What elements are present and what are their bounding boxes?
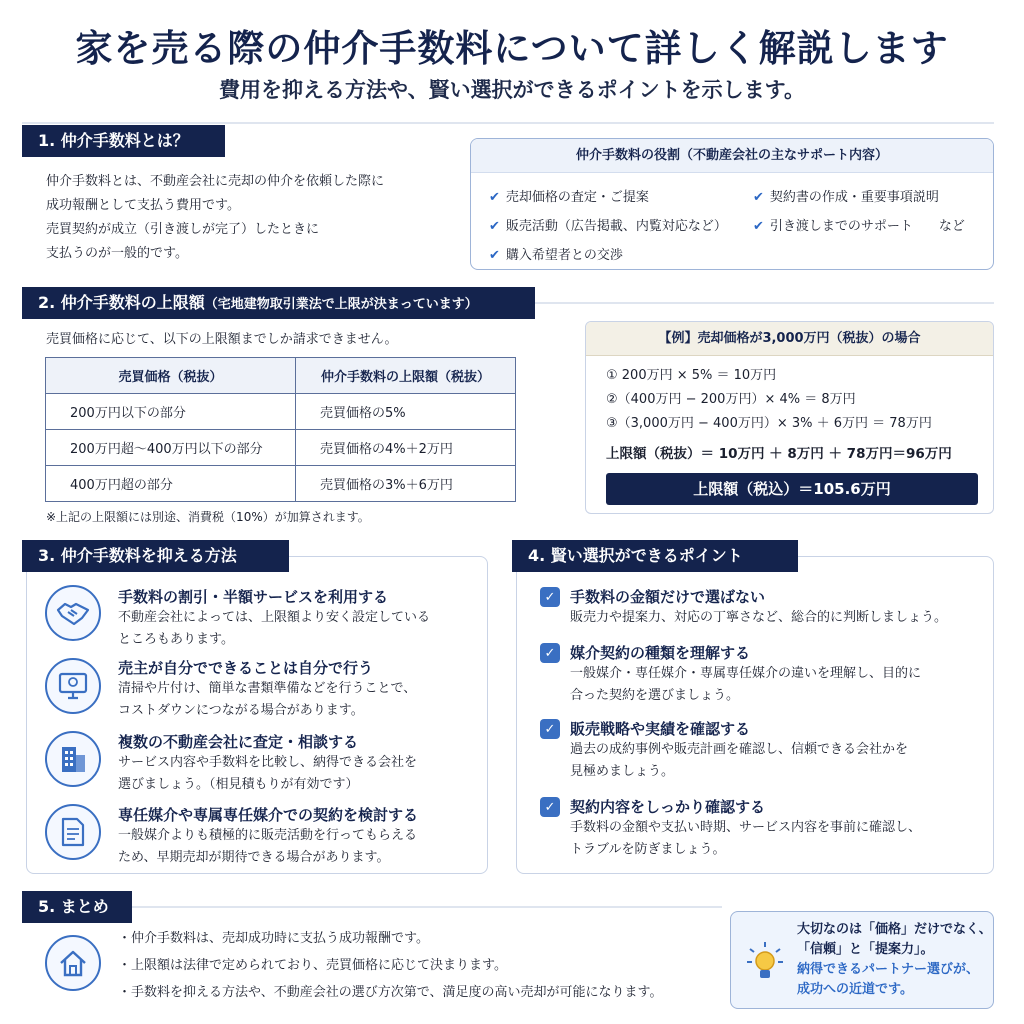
check-icon: ✔ — [489, 219, 500, 234]
point-item — [570, 718, 985, 783]
calc-line: ②（400万円 − 200万円）× 4% ＝ 8万円 — [606, 392, 856, 407]
table-cell: 売買価格の5% — [296, 394, 516, 430]
role-item — [489, 212, 727, 241]
section-4-heading: 4. 賢い選択ができるポイント — [512, 540, 798, 572]
section-1-line: 成功報酬として支払う費用です。 — [46, 198, 240, 213]
house-icon — [45, 935, 101, 991]
handshake-icon — [45, 585, 101, 641]
checkbox-icon: ✓ — [540, 643, 560, 663]
section-1-line: 仲介手数料とは、不動産会社に売却の仲介を依頼した際に — [46, 174, 385, 189]
role-item-label: 販売活動（広告掲載、内覧対応など） — [505, 219, 727, 234]
divider — [22, 122, 994, 124]
section-2-heading-note: （宅地建物取引業法で上限が決まっています） — [204, 297, 478, 312]
section-3-heading: 3. 仲介手数料を抑える方法 — [22, 540, 289, 572]
example-subtotal: 上限額（税抜）＝ 10万円 ＋ 8万円 ＋ 78万円＝96万円 — [606, 446, 952, 462]
method-text — [118, 804, 483, 869]
section-1-line: 支払うのが一般的です。 — [46, 246, 188, 261]
lightbulb-icon — [745, 940, 785, 988]
point-desc: 販売力や提案力、対応の丁寧さなど、総合的に判断しましょう。 — [570, 610, 948, 625]
role-list-right — [753, 183, 965, 241]
check-icon: ✔ — [489, 248, 500, 263]
page-subtitle: 費用を抑える方法や、賢い選択ができるポイントを示します。 — [219, 78, 805, 102]
table-header: 売買価格（税抜） — [46, 358, 296, 394]
role-item-label: 契約書の作成・重要事項説明 — [769, 190, 939, 205]
building-icon — [45, 731, 101, 787]
role-box — [470, 138, 994, 270]
point-desc: 合った契約を選びましょう。 — [570, 688, 740, 703]
section-2-heading-text: 2. 仲介手数料の上限額 — [38, 293, 205, 312]
point-item — [570, 796, 990, 861]
checkbox-icon: ✓ — [540, 587, 560, 607]
point-title: 契約内容をしっかり確認する — [570, 798, 766, 816]
summary-icon-wrap — [45, 935, 101, 991]
divider — [132, 906, 722, 908]
method-desc: ため、早期売却が期待できる場合があります。 — [118, 850, 390, 865]
method-item — [45, 658, 101, 714]
example-box — [585, 321, 994, 514]
point-item — [570, 586, 985, 629]
table-header: 仲介手数料の上限額（税抜） — [296, 358, 516, 394]
role-box-title: 仲介手数料の役割（不動産会社の主なサポート内容） — [471, 139, 993, 173]
example-title: 【例】売却価格が3,000万円（税抜）の場合 — [586, 322, 993, 356]
point-desc: トラブルを防ぎましょう。 — [570, 842, 726, 857]
callout-line: 大切なのは「価格」だけでなく、 — [797, 922, 992, 937]
section-2-heading — [22, 287, 535, 319]
callout-line: 成功への近道です。 — [797, 982, 913, 997]
section-5-heading: 5. まとめ — [22, 891, 132, 923]
summary-callout-text — [797, 920, 992, 1000]
point-desc: 見極めましょう。 — [570, 764, 675, 779]
method-text — [118, 731, 478, 796]
role-item — [753, 212, 965, 241]
page-title: 家を売る際の仲介手数料について詳しく解説します — [75, 27, 949, 70]
method-title: 手数料の割引・半額サービスを利用する — [118, 588, 389, 606]
method-desc: 不動産会社によっては、上限額より安く設定している — [118, 610, 431, 625]
tax-note: ※上記の上限額には別途、消費税（10%）が加算されます。 — [46, 510, 370, 524]
divider — [535, 302, 994, 304]
method-desc: ところもあります。 — [118, 632, 234, 647]
summary-list — [118, 925, 662, 1006]
table-cell: 売買価格の3%＋6万円 — [296, 466, 516, 502]
method-text — [118, 657, 478, 722]
table-cell: 200万円超〜400万円以下の部分 — [46, 430, 296, 466]
role-item — [753, 183, 965, 212]
method-desc: 清掃や片付け、簡単な書類準備などを行うことで、 — [118, 681, 417, 696]
checkbox-icon: ✓ — [540, 797, 560, 817]
table-row — [46, 466, 516, 502]
point-desc: 一般媒介・専任媒介・専属専任媒介の違いを理解し、目的に — [570, 666, 922, 681]
role-item — [489, 183, 727, 212]
section-1-line: 売買契約が成立（引き渡しが完了）したときに — [46, 222, 320, 237]
check-icon: ✔ — [753, 190, 764, 205]
method-title: 専任媒介や専属専任媒介での契約を検討する — [118, 806, 419, 824]
summary-bullet: ・手数料を抑える方法や、不動産会社の選び方次第で、満足度の高い売却が可能になります。 — [118, 985, 663, 1000]
example-total: 上限額（税込）＝105.6万円 — [606, 473, 978, 505]
role-item-label: 購入希望者との交渉 — [505, 248, 623, 263]
method-title: 売主が自分でできることは自分で行う — [118, 659, 374, 677]
point-title: 販売戦略や実績を確認する — [570, 720, 751, 738]
table-header-row — [46, 358, 516, 394]
method-item — [45, 585, 101, 641]
check-icon: ✔ — [753, 219, 764, 234]
table-cell: 200万円以下の部分 — [46, 394, 296, 430]
document-icon — [45, 804, 101, 860]
role-item-label: 引き渡しまでのサポート など — [769, 219, 965, 234]
method-item — [45, 804, 101, 860]
point-title: 媒介契約の種類を理解する — [570, 644, 751, 662]
method-text — [118, 586, 478, 651]
summary-bullet: ・上限額は法律で定められており、売買価格に応じて決まります。 — [118, 958, 507, 973]
role-item — [489, 241, 727, 270]
check-icon: ✔ — [489, 190, 500, 205]
method-desc: 選びましょう。（相見積もりが有効です） — [118, 777, 359, 792]
point-title: 手数料の金額だけで選ばない — [570, 588, 766, 606]
example-calc — [606, 364, 932, 436]
method-desc: 一般媒介よりも積極的に販売活動を行ってもらえる — [118, 828, 418, 843]
table-row — [46, 394, 516, 430]
summary-callout — [730, 911, 994, 1009]
point-item — [570, 642, 985, 707]
method-title: 複数の不動産会社に査定・相談する — [118, 733, 359, 751]
method-desc: コストダウンにつながる場合があります。 — [118, 703, 364, 718]
calc-line: ① 200万円 × 5% ＝ 10万円 — [606, 368, 777, 383]
method-desc: サービス内容や手数料を比較し、納得できる会社を — [118, 755, 418, 770]
role-list-left — [489, 183, 727, 270]
checkbox-icon: ✓ — [540, 719, 560, 739]
point-desc: 手数料の金額や支払い時期、サービス内容を事前に確認し、 — [570, 820, 922, 835]
callout-line: 納得できるパートナー選びが、 — [797, 962, 980, 977]
method-item — [45, 731, 101, 787]
monitor-icon — [45, 658, 101, 714]
table-cell: 売買価格の4%＋2万円 — [296, 430, 516, 466]
calc-line: ③（3,000万円 − 400万円）× 3% ＋ 6万円 ＝ 78万円 — [606, 416, 932, 431]
callout-line: 「信頼」と「提案力」。 — [797, 942, 934, 957]
section-1-text — [46, 170, 456, 266]
fee-limit-table — [45, 357, 516, 502]
point-desc: 過去の成約事例や販売計画を確認し、信頼できる会社かを — [570, 742, 909, 757]
table-cell: 400万円超の部分 — [46, 466, 296, 502]
section-2-intro: 売買価格に応じて、以下の上限額までしか請求できません。 — [46, 332, 398, 347]
section-1-heading: 1. 仲介手数料とは？ — [22, 125, 225, 157]
role-item-label: 売却価格の査定・ご提案 — [505, 190, 649, 205]
table-row — [46, 430, 516, 466]
summary-bullet: ・仲介手数料は、売却成功時に支払う成功報酬です。 — [118, 931, 429, 946]
